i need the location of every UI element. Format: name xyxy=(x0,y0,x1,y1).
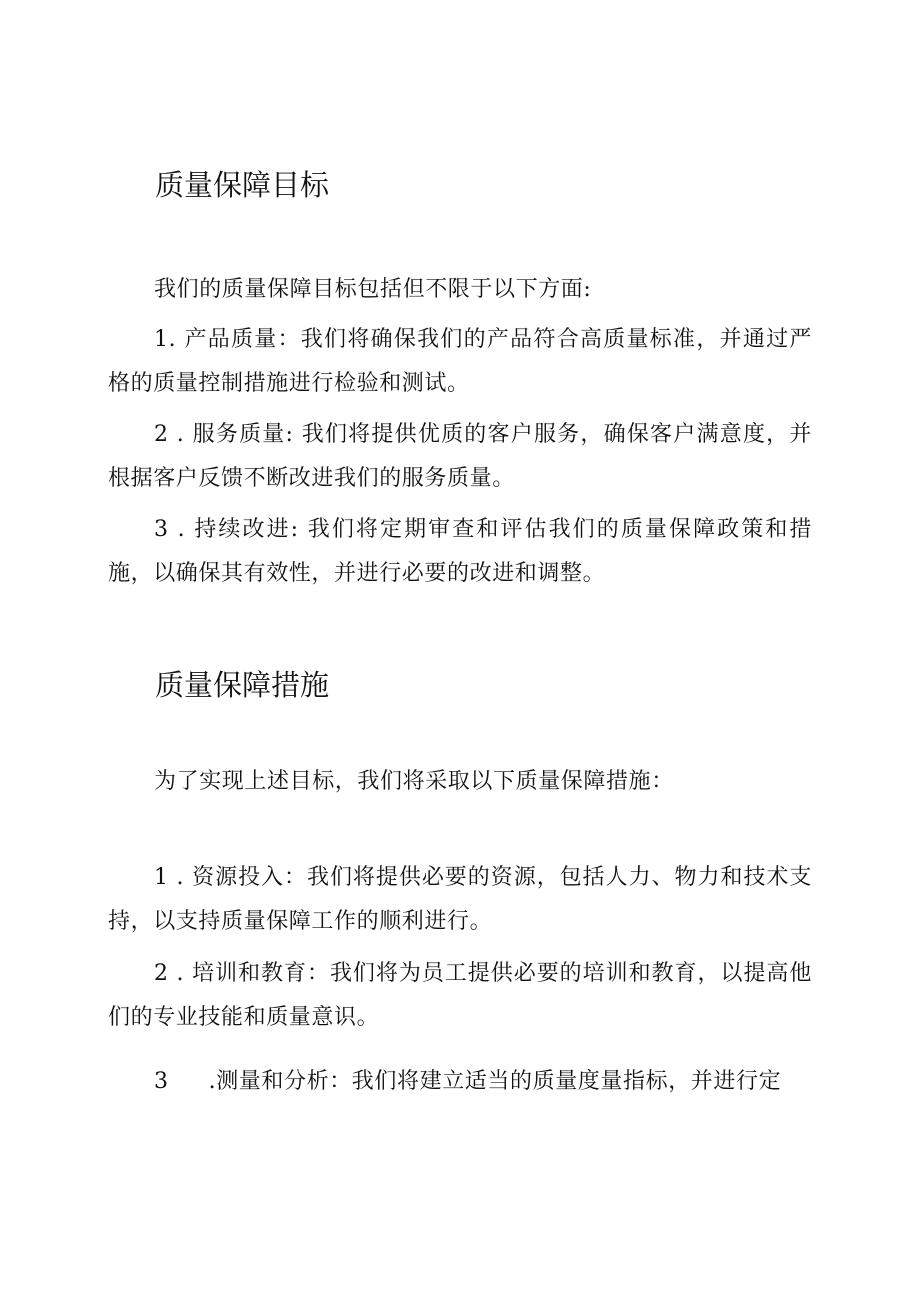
measure-item-training: 2 . 培训和教育：我们将为员工提供必要的培训和教育，以提高他们的专业技能和质量意识。 xyxy=(108,961,812,1030)
section-heading-goals: 质量保障目标 xyxy=(155,168,330,202)
goal-item-product-quality: 1. 产品质量：我们将确保我们的产品符合高质量标准，并通过严格的质量控制措施进行检验和测试。 xyxy=(108,327,812,396)
measure-item-resources: 1 . 资源投入：我们将提供必要的资源，包括人力、物力和技术支持，以支持质量保障工作的顺利进行。 xyxy=(108,865,812,934)
measure-item-measurement xyxy=(108,1060,812,1104)
measure-item-measurement-text: .测量和分析：我们将建立适当的质量度量指标，并进行定 xyxy=(208,1069,782,1094)
section-heading-measures: 质量保障措施 xyxy=(155,668,330,702)
measure-item-measurement-number: 3 xyxy=(154,1069,169,1094)
goals-intro: 我们的质量保障目标包括但不限于以下方面: xyxy=(154,277,592,302)
goal-item-service-quality: 2 . 服务质量: 我们将提供优质的客户服务，确保客户满意度，并根据客户反馈不断改进我们的服务质量。 xyxy=(108,422,812,491)
goal-item-continuous-improvement: 3 . 持续改进: 我们将定期审查和评估我们的质量保障政策和措施，以确保其有效性，并进行必要的改进和调整。 xyxy=(108,517,812,586)
measures-intro: 为了实现上述目标，我们将采取以下质量保障措施： xyxy=(154,769,674,794)
